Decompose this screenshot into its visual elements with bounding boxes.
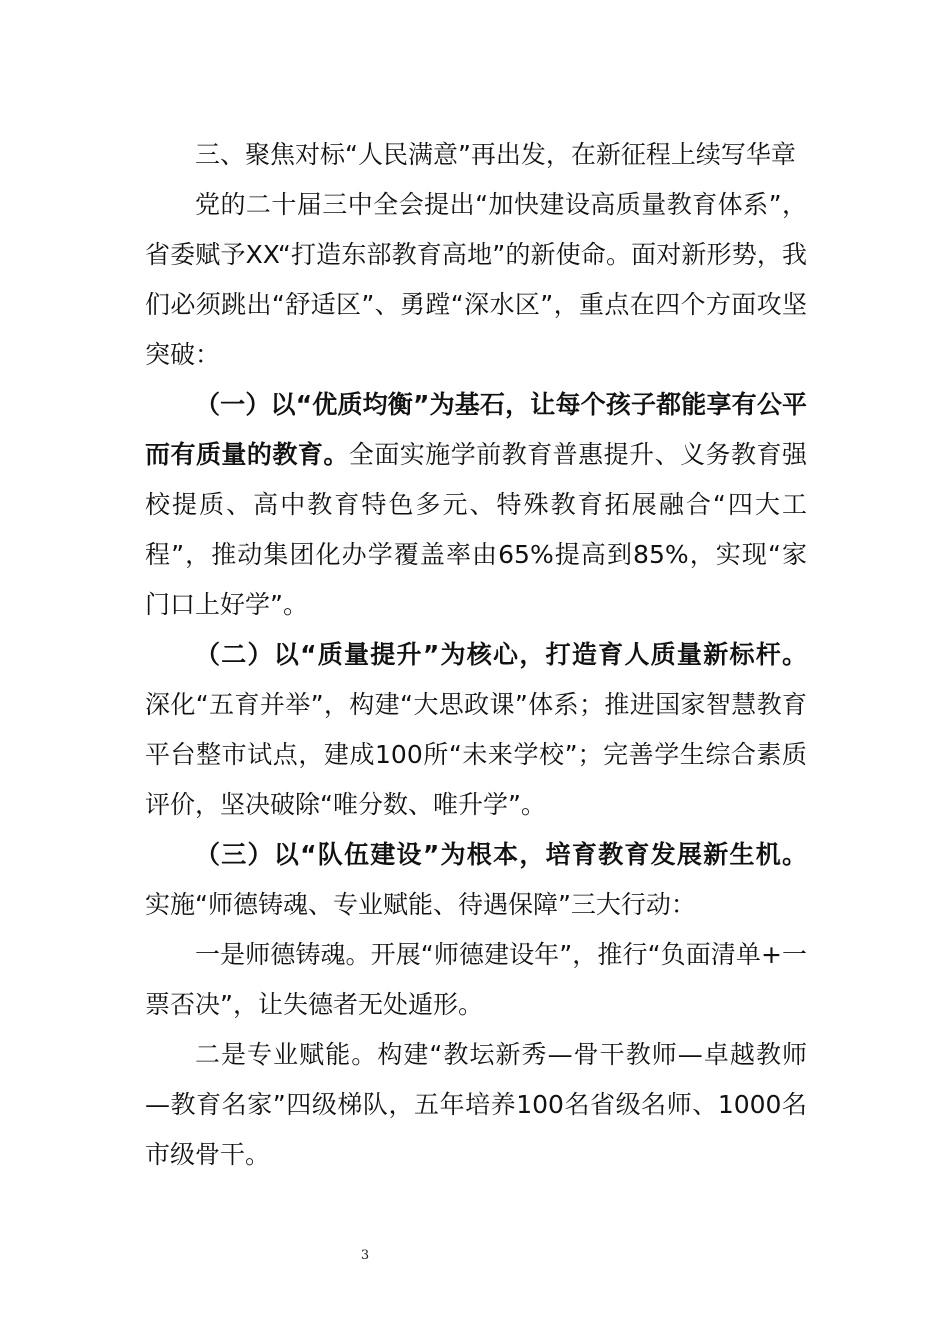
item-1-paragraph: 一是师德铸魂。开展“师德建设年”，推行“负面清单+一票否决”，让失德者无处遁形。 xyxy=(145,940,807,1019)
point-1-heading: （一）以“优质均衡”为基石，让每个孩子都能享有公平而有质量的教育。 xyxy=(145,390,807,469)
item-2-paragraph: 二是专业赋能。构建“教坛新秀—骨干教师—卓越教师—教育名家”四级梯队，五年培养100名省级名师、1000名市级骨干。 xyxy=(145,1040,807,1169)
point-3-paragraph xyxy=(145,830,807,930)
point-2-body: 深化“五育并举”，构建“大思政课”体系；推进国家智慧教育平台整市试点，建成100所“未来学校”；完善学生综合素质评价，坚决破除“唯分数、唯升学”。 xyxy=(145,690,807,819)
section-heading: 三、聚焦对标“人民满意”再出发，在新征程上续写华章 xyxy=(195,140,796,169)
point-3-body: 实施“师德铸魂、专业赋能、待遇保障”三大行动： xyxy=(145,890,696,919)
point-2-paragraph xyxy=(145,630,807,830)
page-number: 3 xyxy=(360,1248,370,1263)
document-body xyxy=(145,130,807,1180)
intro-paragraph: 党的二十届三中全会提出“加快建设高质量教育体系”，省委赋予XX“打造东部教育高地”的新使命。面对新形势，我们必须跳出“舒适区”、勇蹚“深水区”，重点在四个方面攻坚突破： xyxy=(145,190,807,369)
point-1-body: 全面实施学前教育普惠提升、义务教育强校提质、高中教育特色多元、特殊教育拓展融合“四大工程”，推动集团化办学覆盖率由65%提高到85%，实现“家门口上好学”。 xyxy=(145,440,807,619)
point-3-heading: （三）以“队伍建设”为根本，培育教育发展新生机。 xyxy=(195,840,807,869)
point-2-heading: （二）以“质量提升”为核心，打造育人质量新标杆。 xyxy=(195,640,807,669)
point-1-paragraph xyxy=(145,380,807,630)
